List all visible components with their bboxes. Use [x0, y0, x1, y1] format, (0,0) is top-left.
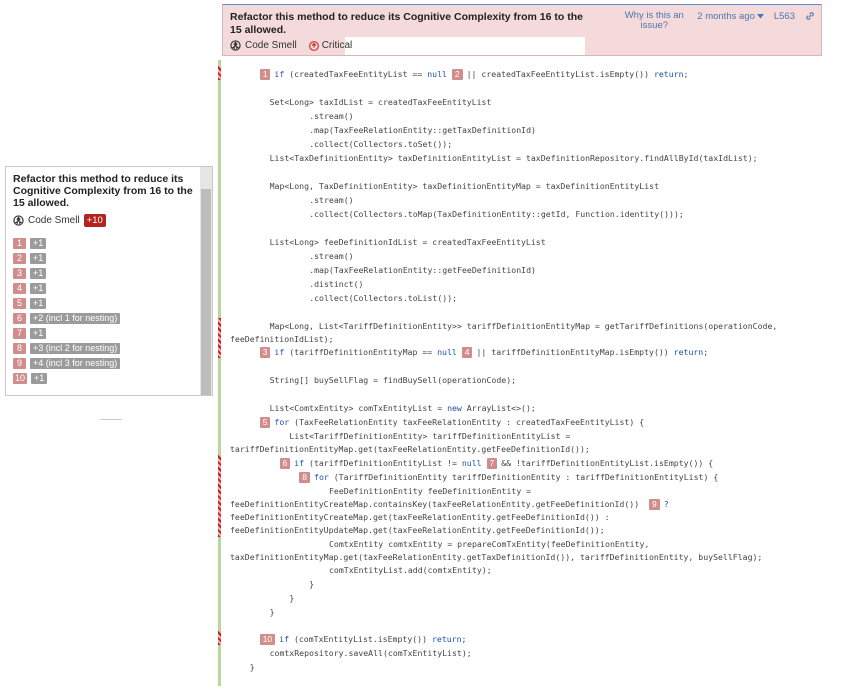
increment-value: +2 (incl 1 for nesting): [30, 313, 120, 324]
code-line: [270, 646, 472, 660]
code-line: [260, 632, 467, 646]
code-line: [270, 95, 492, 109]
line-reference[interactable]: L563: [773, 11, 795, 22]
code-line: [230, 442, 590, 456]
increment-number: 8: [13, 343, 26, 354]
complexity-increment-row[interactable]: [13, 371, 120, 386]
complexity-marker[interactable]: 9: [649, 499, 660, 510]
code-text: Set<Long> taxIdList = createdTaxFeeEntityList: [269, 97, 492, 107]
code-text: comtxRepository.saveAll(comTxEntityList);: [269, 648, 472, 658]
increment-value: +4 (incl 3 for nesting): [30, 358, 120, 369]
issue-type[interactable]: Code Smell: [245, 40, 297, 51]
code-line: [309, 207, 684, 221]
permalink-icon[interactable]: [805, 11, 815, 21]
code-text: feeDefinitionEntityUpdateMap.get(taxFeeRelationEntity.getFeeDefinitionId());: [230, 525, 605, 535]
code-keyword: if: [279, 634, 290, 644]
code-text: ComtxEntity comtxEntity = prepareComTxEntity(feeDefinitionEntity,: [329, 539, 650, 549]
code-text: ;: [703, 347, 709, 357]
code-smell-icon: [13, 215, 24, 226]
code-text: Map<Long, TaxDefinitionEntity> taxDefinitionEntityMap = taxDefinitionEntityList: [269, 181, 660, 191]
side-panel-summary: [13, 214, 106, 227]
code-text: FeeDefinitionEntity feeDefinitionEntity =: [329, 486, 532, 496]
issue-age: 2 months ago: [697, 11, 755, 22]
code-line: [230, 550, 762, 564]
scrollbar-thumb[interactable]: [201, 189, 211, 395]
total-complexity-badge: +10: [84, 214, 106, 227]
uncovered-marker: [218, 631, 221, 645]
code-line: [309, 137, 452, 151]
increment-number: 10: [15, 373, 26, 383]
code-line: [270, 401, 536, 415]
uncovered-marker: [218, 66, 221, 80]
code-text: ?: [663, 499, 669, 509]
code-line: [299, 470, 718, 484]
complexity-increment-row[interactable]: [13, 341, 120, 356]
code-text: && !tariffDefinitionEntityList.isEmpty()) {: [501, 458, 714, 468]
code-keyword: return: [653, 69, 684, 79]
code-line: [289, 591, 294, 605]
code-line: [270, 179, 659, 193]
complexity-marker[interactable]: 10: [260, 634, 275, 645]
increment-value: +1: [30, 238, 46, 249]
critical-severity-icon: [309, 41, 319, 51]
issue-header-blank: [345, 37, 585, 55]
code-text: (tariffDefinitionEntityList !=: [304, 458, 462, 468]
uncovered-marker: [218, 455, 221, 537]
code-text: [482, 456, 487, 470]
code-keyword: return: [673, 347, 704, 357]
code-text: .map(TaxFeeRelationEntity::getTaxDefinitionId): [309, 125, 536, 135]
code-keyword: for: [314, 472, 329, 482]
code-text: .collect(Collectors.toMap(TaxDefinitionEntity::getId, Function.identity()));: [309, 209, 684, 219]
complexity-increments-list: [13, 236, 120, 386]
complexity-increment-row[interactable]: [13, 356, 120, 371]
complexity-increment-row[interactable]: [13, 236, 120, 251]
divider: [100, 419, 122, 420]
code-text: List<TariffDefinitionEntity> tariffDefinitionEntityList =: [289, 431, 571, 441]
code-text: .stream(): [309, 111, 354, 121]
increment-value: +1: [31, 373, 47, 384]
code-text: || createdTaxFeeEntityList.isEmpty()): [466, 69, 654, 79]
code-text: || tariffDefinitionEntityMap.isEmpty()): [476, 347, 674, 357]
code-keyword: if: [274, 347, 285, 357]
increment-value: +1: [30, 328, 46, 339]
complexity-increment-row[interactable]: [13, 326, 120, 341]
complexity-marker[interactable]: 5: [260, 417, 271, 428]
code-line: [230, 332, 334, 346]
code-text: ;: [461, 634, 467, 644]
increment-value: +1: [30, 298, 46, 309]
increment-number: 4: [13, 283, 26, 294]
increment-value: +1: [30, 283, 46, 294]
code-line: [280, 456, 714, 470]
side-panel-scrollbar[interactable]: [200, 167, 212, 395]
code-text: ArrayList<>();: [461, 403, 536, 413]
code-line: [260, 345, 708, 359]
complexity-marker[interactable]: 7: [487, 458, 498, 469]
coverage-gutter: [218, 60, 221, 686]
code-text: }: [309, 579, 315, 589]
code-text: .collect(Collectors.toList());: [309, 293, 458, 303]
complexity-increment-row[interactable]: [13, 266, 120, 281]
code-text: .stream(): [309, 251, 354, 261]
issue-links: [621, 11, 815, 31]
code-text: (tariffDefinitionEntityMap ==: [284, 347, 438, 357]
code-text: tariffDefinitionEntityMap.get(taxFeeRelationEntity.getFeeDefinitionId());: [230, 444, 590, 454]
increment-number: 9: [13, 358, 26, 369]
code-line: [309, 577, 314, 591]
code-text: String[] buySellFlag = findBuySell(operationCode);: [269, 375, 517, 385]
severity-label: Critical: [321, 40, 353, 51]
increment-number: 3: [13, 268, 26, 279]
code-line: [329, 563, 492, 577]
complexity-increment-row[interactable]: [13, 281, 120, 296]
complexity-marker[interactable]: 2: [452, 69, 463, 80]
issue-meta: [230, 40, 352, 51]
code-text: feeDefinitionEntityCreateMap.get(taxFeeRelationEntity.getFeeDefinitionId()) :: [230, 512, 610, 522]
code-line: [270, 319, 778, 333]
code-line: [230, 497, 669, 511]
code-text: List<ComtxEntity> comTxEntityList =: [269, 403, 448, 413]
issue-header: [222, 4, 822, 56]
complexity-increment-row[interactable]: [13, 311, 120, 326]
complexity-increment-row[interactable]: [13, 251, 120, 266]
code-text: feeDefinitionEntityCreateMap.containsKey(taxFeeRelationEntity.getFeeDefinitionId()): [230, 499, 649, 509]
complexity-increment-row[interactable]: [13, 296, 120, 311]
code-text: taxDefinitionEntityMap.get(taxFeeRelationEntity.getTaxDefinitionId()), tariffDefinitionEntity, buySellFlag);: [230, 552, 763, 562]
code-line: [329, 537, 649, 551]
side-panel-title: Refactor this method to reduce its Cognitive Complexity from 16 to the 15 allowed.: [13, 173, 193, 209]
code-line: [309, 193, 353, 207]
code-keyword: for: [274, 417, 290, 427]
code-line: [250, 660, 255, 674]
code-keyword: new: [447, 403, 462, 413]
code-keyword: null: [461, 458, 482, 468]
chevron-down-icon: [757, 14, 764, 19]
code-line: [309, 263, 536, 277]
code-viewer: [218, 60, 862, 691]
code-text: .map(TaxFeeRelationEntity::getFeeDefinitionId): [309, 265, 536, 275]
side-issue-type: Code Smell: [28, 215, 80, 226]
code-text: List<Long> feeDefinitionIdList = createdTaxFeeEntityList: [269, 237, 546, 247]
code-text: }: [289, 593, 295, 603]
code-keyword: if: [274, 69, 285, 79]
complexity-marker[interactable]: 8: [299, 472, 310, 483]
code-text: }: [269, 607, 275, 617]
increment-number: 7: [13, 328, 26, 339]
code-text: Map<Long, List<TariffDefinitionEntity>> tariffDefinitionEntityMap = getTariffDefinitions(operationCode,: [269, 321, 778, 331]
code-text: feeDefinitionIdList);: [230, 334, 334, 344]
code-line: [329, 484, 531, 498]
complexity-side-panel: [5, 166, 213, 396]
code-keyword: if: [294, 458, 305, 468]
complexity-marker[interactable]: 3: [260, 347, 271, 358]
code-text: .collect(Collectors.toSet());: [309, 139, 453, 149]
code-line: [270, 151, 758, 165]
issue-severity[interactable]: [309, 40, 353, 51]
code-text: (TaxFeeRelationEntity taxFeeRelationEntity : createdTaxFeeEntityList) {: [289, 417, 645, 427]
code-keyword: null: [437, 347, 457, 357]
code-keyword: return: [431, 634, 462, 644]
code-text: List<TaxDefinitionEntity> taxDefinitionEntityList = taxDefinitionRepository.findAllById(taxIdList);: [269, 153, 758, 163]
increment-number: 6: [13, 313, 26, 324]
code-text: ;: [683, 69, 689, 79]
complexity-marker[interactable]: 4: [462, 347, 473, 358]
issue-title[interactable]: Refactor this method to reduce its Cognitive Complexity from 16 to the 15 allowed.: [230, 11, 583, 36]
complexity-marker[interactable]: 6: [280, 458, 291, 469]
code-keyword: null: [427, 69, 447, 79]
code-line: [270, 235, 546, 249]
why-issue-link[interactable]: Why is this an issue?: [624, 10, 684, 31]
code-line: [289, 429, 570, 443]
code-line: [309, 291, 457, 305]
increment-value: +1: [30, 253, 46, 264]
code-line: [260, 415, 644, 429]
code-line: [230, 510, 610, 524]
uncovered-marker: [218, 318, 221, 358]
increment-number: 1: [13, 238, 26, 249]
code-line: [270, 373, 516, 387]
code-text: }: [249, 662, 255, 672]
increment-number: 2: [13, 253, 26, 264]
code-line: [309, 249, 353, 263]
code-line: [309, 123, 536, 137]
code-text: (createdTaxFeeEntityList ==: [284, 69, 428, 79]
increment-number: 5: [13, 298, 26, 309]
code-text: (TariffDefinitionEntity tariffDefinitionEntity : tariffDefinitionEntityList) {: [328, 472, 719, 482]
code-line: [270, 605, 275, 619]
code-line: [260, 67, 689, 81]
increment-value: +3 (incl 2 for nesting): [30, 343, 120, 354]
code-text: .stream(): [309, 195, 354, 205]
code-text: .distinct(): [309, 279, 364, 289]
complexity-marker[interactable]: 1: [260, 69, 271, 80]
issue-age-dropdown[interactable]: [697, 11, 764, 22]
code-text: (comTxEntityList.isEmpty()): [289, 634, 432, 644]
code-line: [309, 277, 363, 291]
code-line: [309, 109, 353, 123]
code-text: comTxEntityList.add(comtxEntity);: [329, 565, 492, 575]
code-smell-icon: [230, 40, 241, 51]
code-line: [230, 523, 605, 537]
increment-value: +1: [30, 268, 46, 279]
